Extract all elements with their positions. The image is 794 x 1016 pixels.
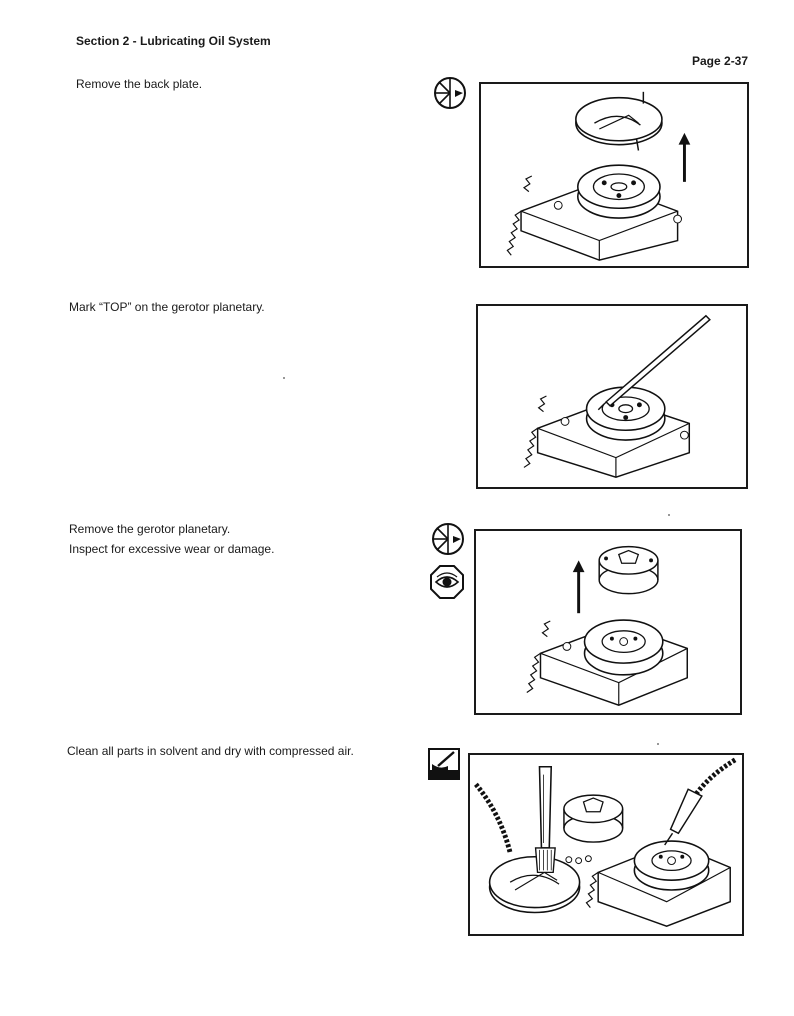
step-1-line-1: Remove the back plate. bbox=[76, 77, 203, 91]
step-2-text bbox=[69, 297, 265, 317]
illustration-mark-top bbox=[476, 304, 748, 489]
step-4-text bbox=[67, 741, 354, 761]
step-3-line-1: Remove the gerotor planetary. bbox=[69, 522, 231, 536]
step-3-line-2: Inspect for excessive wear or damage. bbox=[69, 542, 275, 556]
page-number: Page 2-37 bbox=[692, 54, 749, 68]
disassemble-icon bbox=[431, 522, 465, 556]
step-2-line-1: Mark “TOP” on the gerotor planetary. bbox=[69, 300, 265, 314]
scan-speck bbox=[668, 514, 670, 516]
inspect-eye-icon bbox=[429, 564, 465, 600]
scan-speck bbox=[283, 377, 285, 379]
step-1-text bbox=[76, 74, 202, 94]
step-3-text bbox=[69, 519, 274, 559]
section-title: Section 2 - Lubricating Oil System bbox=[76, 34, 271, 48]
illustration-remove-gerotor bbox=[474, 529, 742, 715]
illustration-back-plate bbox=[479, 82, 749, 268]
scan-speck bbox=[657, 743, 659, 745]
clean-icon bbox=[428, 748, 460, 780]
illustration-clean-parts bbox=[468, 753, 744, 936]
step-4-line-1: Clean all parts in solvent and dry with compressed air. bbox=[67, 744, 354, 758]
disassemble-icon bbox=[433, 76, 467, 110]
